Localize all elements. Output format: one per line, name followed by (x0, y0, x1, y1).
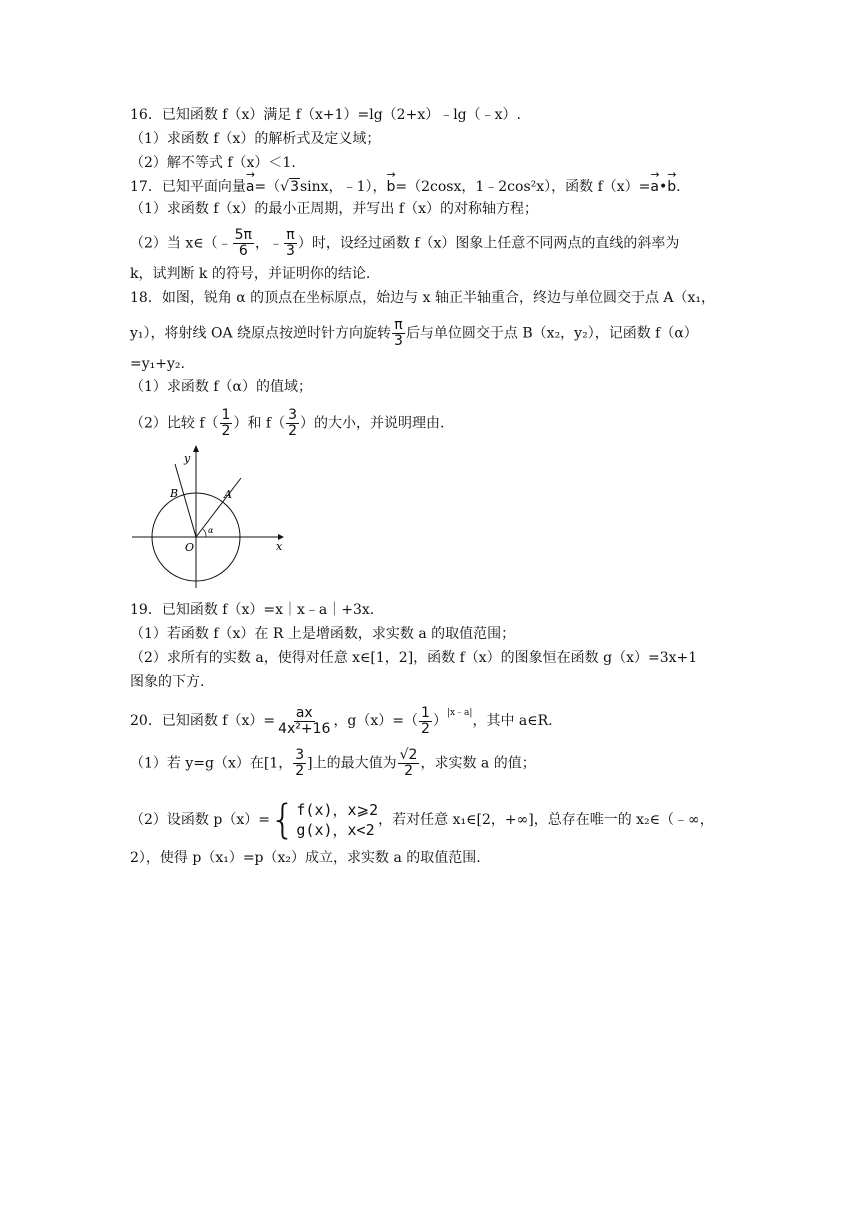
text: y₁），将射线 OA 绕原点按逆时针方向旋转 (130, 325, 392, 342)
vector-a-dot: → a (650, 175, 659, 197)
q18-part2 (130, 408, 444, 439)
numerator: 1 (421, 704, 430, 721)
alpha-label: α (208, 526, 214, 535)
q19-part2-cont: 图象的下方. (130, 674, 205, 690)
q19-part1: （1）若函数 f（x）在 R 上是增函数，求实数 a 的取值范围； (130, 626, 516, 642)
denominator: 2 (295, 763, 305, 779)
numerator: √2 (399, 747, 418, 763)
text: ，g（x）=（ (333, 713, 419, 729)
denominator: 6 (238, 243, 248, 259)
denominator: 2 (221, 423, 231, 439)
text: ，其中 a∈R. (472, 713, 553, 729)
denominator: 3 (285, 243, 295, 259)
text: . (676, 179, 681, 195)
text: （2）比较 f（ (130, 415, 219, 432)
vector-a: → a (246, 175, 255, 197)
q18-line1: 18．如图，锐角 α 的顶点在坐标原点，始边与 x 轴正半轴重合，终边与单位圆交于点 A（x₁， (130, 290, 716, 306)
text: ） (432, 713, 447, 729)
fraction-1-2 (419, 706, 432, 737)
numerator: ax (295, 704, 313, 721)
denominator: 2 (288, 423, 298, 439)
text: sinx，﹣1）， (300, 179, 387, 195)
angle-arc (203, 529, 206, 537)
fraction-1-2 (220, 408, 233, 439)
text: =（2cosx，1﹣2cos²x），函数 f（x）= (395, 179, 651, 195)
fraction-pi-3 (392, 318, 405, 349)
q18-part1: （1）求函数 f（α）的值域； (130, 379, 312, 395)
q17-stem (130, 175, 681, 197)
denominator: 2 (404, 763, 413, 779)
text: ）和 f（ (233, 415, 286, 432)
q16-part1: （1）求函数 f（x）的解析式及定义域； (130, 131, 381, 147)
vector-b: → b (386, 175, 395, 197)
q20-part2-cont: 2），使得 p（x₁）=p（x₂）成立，求实数 a 的取值范围. (130, 850, 481, 866)
q17-part2-cont: k，试判断 k 的符号，并证明你的结论. (130, 266, 371, 282)
text: ）时，设经过函数 f（x）图象上任意不同两点的直线的斜率为 (297, 235, 680, 252)
case-1: f(x)，x⩾2 (296, 801, 379, 819)
q18-line2 (130, 318, 698, 349)
q20-part2 (130, 797, 714, 843)
dot-symbol: • (659, 179, 668, 195)
q18-line3: =y₁+y₂. (130, 356, 185, 372)
piecewise-brace: { (269, 797, 296, 843)
numerator: π (286, 227, 295, 243)
fraction-sqrt2-2 (398, 748, 420, 779)
denominator: 3 (394, 333, 403, 349)
denominator: 2 (421, 720, 430, 737)
origin-label: O (185, 541, 195, 554)
radicand: 3 (290, 179, 299, 195)
fraction-3-2 (286, 408, 299, 439)
text: ]上的最大值为 (307, 755, 397, 772)
fraction-pi-3 (284, 228, 297, 259)
fraction-ax-over-4x2-16 (276, 706, 332, 737)
text: 17．已知平面向量 (130, 179, 246, 195)
piecewise-cases (296, 800, 378, 840)
text: （2）当 x∈（﹣ (130, 235, 232, 252)
point-a-label: A (224, 488, 232, 501)
text: 后与单位圆交于点 B（x₂，y₂），记函数 f（α） (405, 325, 698, 342)
text: ，若对任意 x₁∈[2，+∞]，总存在唯一的 x₂∈（﹣∞， (378, 812, 714, 828)
numerator: 1 (221, 407, 231, 423)
text: ）的大小，并说明理由. (300, 415, 445, 432)
y-axis-arrow (193, 445, 199, 452)
text: （1）若 y=g（x）在[1， (130, 755, 293, 772)
fraction-3-2 (293, 748, 306, 779)
point-b-label: B (170, 487, 179, 500)
q16-part2: （2）解不等式 f（x）＜1. (130, 155, 296, 171)
x-axis-label: x (276, 540, 283, 553)
numerator: π (394, 317, 403, 333)
vector-b-dot: → b (667, 175, 676, 197)
denominator: 4x²+16 (278, 720, 331, 737)
numerator: 3 (288, 407, 298, 423)
q19-stem: 19．已知函数 f（x）=x｜x﹣a｜+3x. (130, 602, 375, 618)
q20-part1 (130, 748, 536, 779)
q19-part2: （2）求所有的实数 a，使得对任意 x∈[1，2]，函数 f（x）的图象恒在函数 g（x）=3x+1 (130, 650, 698, 666)
q17-part2 (130, 228, 679, 259)
ray-ob (175, 464, 196, 537)
sqrt-3: √3 (280, 179, 299, 195)
text: ，求实数 a 的值； (420, 755, 536, 772)
text: （2）设函数 p（x）= (130, 812, 270, 828)
fraction-5pi-6 (233, 228, 254, 259)
text: 20．已知函数 f（x）= (130, 713, 276, 729)
ray-oa (196, 478, 241, 537)
unit-circle-figure (128, 440, 298, 590)
text: ，﹣ (254, 235, 283, 252)
q20-stem (130, 703, 553, 737)
case-2: g(x)，x<2 (296, 821, 375, 839)
y-axis-label: y (184, 452, 191, 465)
numerator: 5π (234, 227, 252, 243)
exponent: |x﹣a| (446, 708, 473, 718)
numerator: 3 (295, 747, 305, 763)
q17-part1: （1）求函数 f（x）的最小正周期，并写出 f（x）的对称轴方程； (130, 201, 538, 217)
q16-stem: 16．已知函数 f（x）满足 f（x+1）=lg（2+x）﹣lg（﹣x）. (130, 107, 521, 123)
text: =（ (254, 179, 281, 195)
